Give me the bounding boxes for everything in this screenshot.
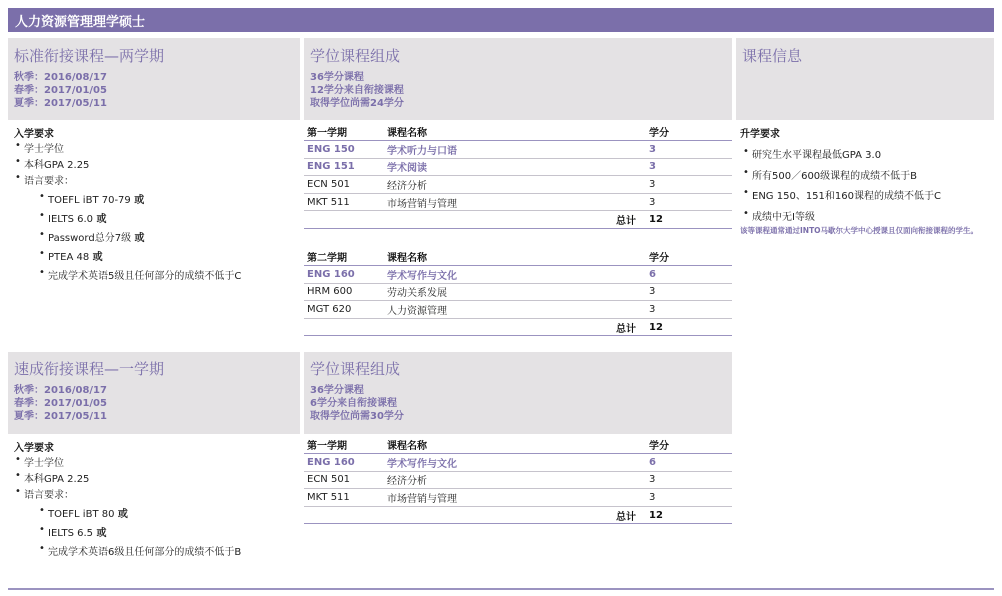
table-row [304, 193, 732, 211]
accelerated-composition-line: 36学分课程 [310, 385, 364, 396]
table-row [304, 141, 732, 159]
course-credits: 3 [646, 301, 732, 319]
standard-heading: 标准衔接课程—两学期 [14, 47, 165, 65]
language-item: • 完成学术英语6级且任何部分的成绩不低于B [48, 543, 241, 558]
table-row [304, 283, 732, 301]
course-credits: 3 [646, 489, 732, 507]
course-credits: 6 [646, 266, 732, 284]
course-name-header: 课程名称 [384, 123, 646, 141]
course-name: 市场营销与管理 [384, 193, 646, 211]
accelerated-heading: 速成衔接课程—一学期 [14, 360, 165, 378]
table-header-row [304, 436, 732, 454]
total-label: 总计 [304, 506, 646, 524]
requirement-item: • 本科GPA 2.25 [24, 156, 89, 171]
term-header: 第二学期 [304, 248, 384, 266]
course-credits: 3 [646, 471, 732, 489]
standard-date: 秋季：2016/08/17 [14, 72, 107, 83]
course-credits: 3 [646, 283, 732, 301]
accelerated-composition-heading: 学位课程组成 [310, 360, 401, 378]
standard-date: 夏季：2017/05/11 [14, 98, 107, 109]
credits-header: 学分 [646, 248, 732, 266]
course-code: ENG 160 [304, 266, 384, 284]
total-row [304, 318, 732, 336]
table-row [304, 158, 732, 176]
course-code: ECN 501 [304, 176, 384, 194]
term-header: 第一学期 [304, 123, 384, 141]
language-item: • PTEA 48 或 [48, 248, 103, 263]
page-title-bar [8, 8, 994, 32]
table-row [304, 454, 732, 472]
course-code: MKT 511 [304, 489, 384, 507]
accelerated-date: 秋季：2016/08/17 [14, 385, 107, 396]
table-row [304, 176, 732, 194]
standard-requirements-title: 入学要求 [14, 129, 54, 140]
standard-term2-table [304, 248, 732, 336]
course-code: ENG 160 [304, 454, 384, 472]
language-item: • IELTS 6.0 或 [48, 210, 106, 225]
course-credits: 3 [646, 158, 732, 176]
progression-item: • 所有500／600级课程的成绩不低于B [752, 167, 917, 182]
table-header-row [304, 248, 732, 266]
course-name: 学术阅读 [384, 158, 646, 176]
table-row [304, 489, 732, 507]
requirement-item: • 本科GPA 2.25 [24, 470, 89, 485]
course-credits: 3 [646, 193, 732, 211]
total-row [304, 211, 732, 229]
standard-composition-line: 12学分来自衔接课程 [310, 85, 404, 96]
accelerated-date: 夏季：2017/05/11 [14, 411, 107, 422]
course-name: 市场营销与管理 [384, 489, 646, 507]
total-label: 总计 [304, 211, 646, 229]
course-credits: 6 [646, 454, 732, 472]
standard-date: 春季：2017/01/05 [14, 85, 107, 96]
language-item: • TOEFL iBT 80 或 [48, 505, 128, 520]
requirement-item: • 语言要求： [24, 172, 74, 187]
total-value: 12 [646, 211, 732, 229]
course-name: 人力资源管理 [384, 301, 646, 319]
requirement-item: • 学士学位 [24, 454, 64, 469]
course-name: 劳动关系发展 [384, 283, 646, 301]
course-code: ECN 501 [304, 471, 384, 489]
course-name: 学术写作与文化 [384, 266, 646, 284]
course-name: 经济分析 [384, 176, 646, 194]
accelerated-composition-line: 6学分来自衔接课程 [310, 398, 397, 409]
table-row [304, 471, 732, 489]
course-name: 学术听力与口语 [384, 141, 646, 159]
requirement-item: • 学士学位 [24, 140, 64, 155]
language-item: • IELTS 6.5 或 [48, 524, 106, 539]
term-header: 第一学期 [304, 436, 384, 454]
course-code: MGT 620 [304, 301, 384, 319]
page-title: 人力资源管理理学硕士 [15, 15, 146, 30]
course-code: ENG 150 [304, 141, 384, 159]
language-item: • TOEFL iBT 70-79 或 [48, 191, 144, 206]
language-item: • 完成学术英语5级且任何部分的成绩不低于C [48, 267, 241, 282]
table-row [304, 301, 732, 319]
course-code: MKT 511 [304, 193, 384, 211]
accelerated-date: 春季：2017/01/05 [14, 398, 107, 409]
credits-header: 学分 [646, 123, 732, 141]
total-row [304, 506, 732, 524]
total-label: 总计 [304, 318, 646, 336]
course-credits: 3 [646, 141, 732, 159]
standard-composition-line: 取得学位尚需24学分 [310, 98, 404, 109]
course-code: ENG 151 [304, 158, 384, 176]
course-name: 经济分析 [384, 471, 646, 489]
course-code: HRM 600 [304, 283, 384, 301]
course-name: 学术写作与文化 [384, 454, 646, 472]
language-item: • Password总分7级 或 [48, 229, 145, 244]
total-value: 12 [646, 318, 732, 336]
info-note: 该等课程通常通过INTO马歇尔大学中心授课且仅面向衔接课程的学生。 [740, 226, 979, 235]
course-name-header: 课程名称 [384, 436, 646, 454]
course-credits: 3 [646, 176, 732, 194]
course-name-header: 课程名称 [384, 248, 646, 266]
requirement-item: • 语言要求： [24, 486, 74, 501]
accelerated-requirements-title: 入学要求 [14, 443, 54, 454]
credits-header: 学分 [646, 436, 732, 454]
progression-item: • ENG 150、151和160课程的成绩不低于C [752, 187, 941, 202]
standard-composition-heading: 学位课程组成 [310, 47, 401, 65]
standard-composition-line: 36学分课程 [310, 72, 364, 83]
info-heading: 课程信息 [742, 47, 803, 65]
progression-item: • 成绩中无I等级 [752, 208, 815, 223]
progression-title: 升学要求 [740, 129, 780, 140]
table-row [304, 266, 732, 284]
total-value: 12 [646, 506, 732, 524]
standard-term1-table [304, 123, 732, 229]
bottom-divider [8, 588, 994, 590]
table-header-row [304, 123, 732, 141]
progression-item: • 研究生水平课程最低GPA 3.0 [752, 146, 881, 161]
accelerated-composition-line: 取得学位尚需30学分 [310, 411, 404, 422]
accelerated-term1-table [304, 436, 732, 524]
